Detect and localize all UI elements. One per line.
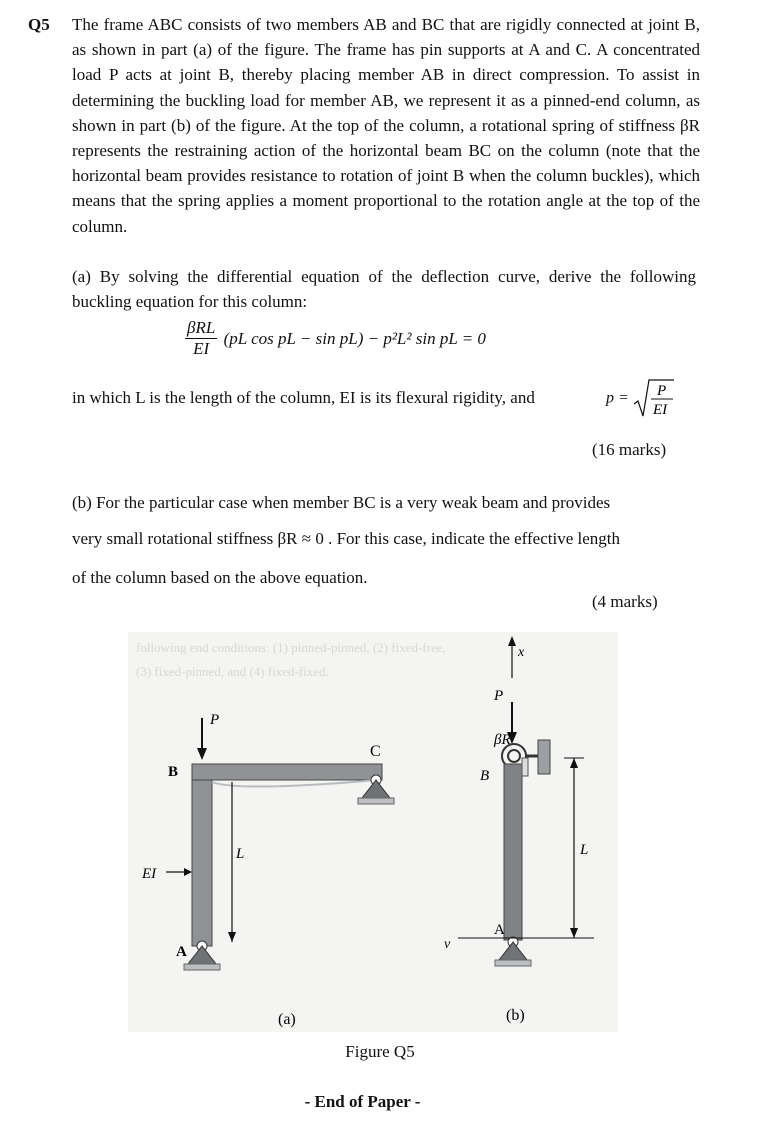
equation-numerator: βRL <box>187 318 216 337</box>
part-b-line3: of the column based on the above equation. <box>72 568 368 587</box>
frame-a <box>141 712 394 970</box>
p-def-lhs: p = <box>606 389 629 407</box>
label-l-b: L <box>580 842 589 858</box>
question-label: Q5 <box>28 15 50 34</box>
p-def-num: P <box>656 383 666 399</box>
column-b <box>444 636 594 966</box>
column <box>504 764 522 940</box>
figure-q5 <box>128 632 618 1032</box>
part-a-marks: (16 marks) <box>592 440 667 459</box>
p-definition <box>606 378 675 420</box>
equation-fraction <box>185 318 217 359</box>
label-b-b: B <box>480 768 490 784</box>
part-a-intro: (a) By solving the differential equation of the deflection curve, derive the following buckling equation for this column: <box>72 267 696 311</box>
spring-wall <box>538 740 550 774</box>
ghost-text-1: following end conditions: (1) pinned-pinned, (2) fixed-free, <box>136 640 446 655</box>
equation-rest: (pL cos pL − sin pL) − p²L² sin pL = 0 <box>223 328 486 348</box>
label-l-a: L <box>236 846 245 862</box>
buckling-equation <box>185 318 486 359</box>
p-def-den: EI <box>652 402 667 418</box>
member-ab <box>192 764 212 946</box>
sqrt-symbol <box>633 378 675 420</box>
part-b-line2: very small rotational stiffness βR ≈ 0 . For this case, indicate the effective length <box>72 529 620 548</box>
label-p-a: P <box>210 712 220 728</box>
equation-denominator: EI <box>193 339 210 358</box>
support-a-b <box>499 942 527 960</box>
subcaption-b: (b) <box>506 1007 525 1024</box>
label-a-b: A <box>494 922 505 938</box>
ghost-text-2: (3) fixed-pinned, and (4) fixed-fixed. <box>136 664 329 679</box>
label-b-a: B <box>168 764 179 780</box>
member-bc <box>192 764 382 780</box>
label-x: x <box>518 645 525 660</box>
label-c: C <box>370 743 381 760</box>
label-v: v <box>444 937 451 952</box>
part-b-marks: (4 marks) <box>592 592 658 611</box>
support-a <box>188 946 216 964</box>
label-a-a: A <box>176 944 187 960</box>
subcaption-a: (a) <box>278 1011 296 1028</box>
question-text: The frame ABC consists of two members AB and BC that are rigidly connected at joint B, as shown in part (a) of the figure. The frame has pin supports at A and C. A concentrated load P acts at joint B, thereby placing member AB in direct compression. To assist in determining the buckling load for member AB, we represent it as a pinned-end column, as shown in part (b) of the figure. At the top of the column, a rotational spring of stiffness βR represents the restraining action of the horizontal beam BC on the column (note that the horizontal beam provides resistance to rotation of joint B when the column buckles), which means that the spring applies a moment proportional to the rotation angle at the top of the column. <box>72 15 700 236</box>
end-of-paper: - End of Paper - <box>304 1092 421 1111</box>
label-beta: βR <box>494 732 511 748</box>
label-p-b: P <box>494 688 504 704</box>
support-c <box>362 780 390 798</box>
label-ei: EI <box>142 866 157 882</box>
part-b-line1: (b) For the particular case when member BC is a very weak beam and provides <box>72 493 611 512</box>
figure-caption: Figure Q5 <box>345 1042 415 1061</box>
where-text: in which L is the length of the column, EI is its flexural rigidity, and <box>72 388 535 407</box>
